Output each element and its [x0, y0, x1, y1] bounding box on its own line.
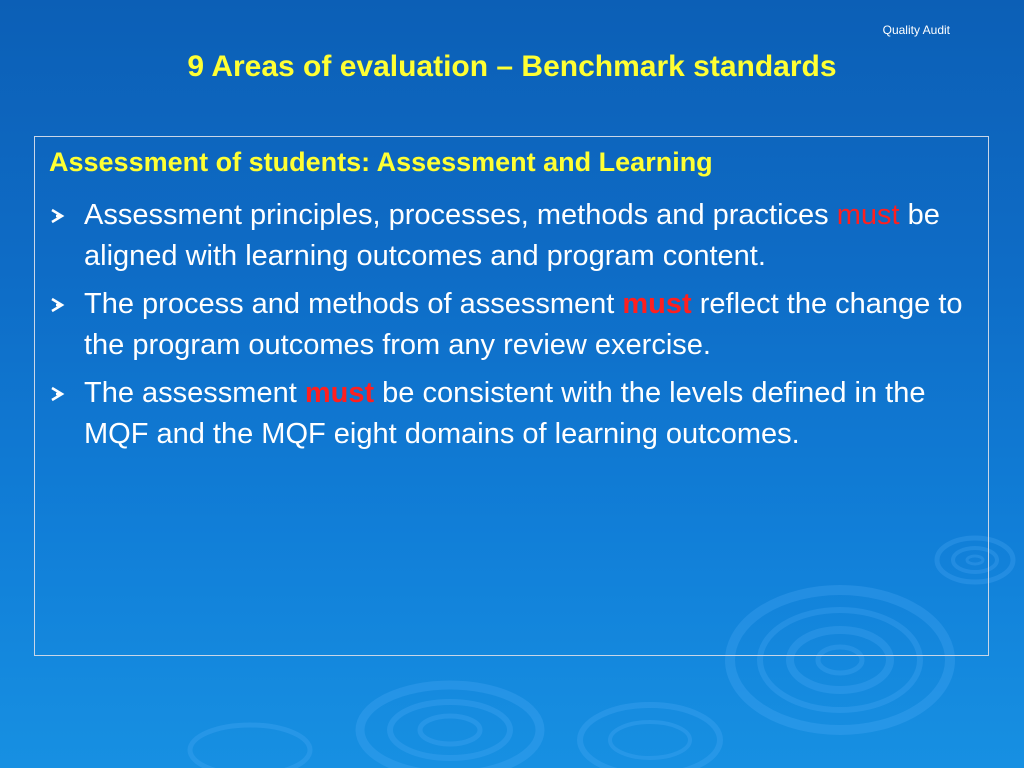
- bullet-text: be aligned with learning outcomes and program content.: [84, 199, 940, 272]
- bullet-item: [49, 284, 979, 366]
- emphasis-must: must: [836, 199, 900, 231]
- bullet-list: [49, 195, 979, 462]
- emphasis-must: must: [304, 377, 375, 409]
- header-label: Quality Audit: [882, 23, 950, 37]
- arrow-bullet-icon: [49, 373, 67, 414]
- bullet-text: reflect the change to the program outcomes from any review exercise.: [84, 288, 963, 361]
- bullet-text: Assessment principles, processes, methods and practices: [84, 199, 837, 231]
- arrow-bullet-icon: [49, 284, 67, 325]
- content-box: [34, 136, 989, 656]
- section-heading: Assessment of students: Assessment and Learning: [49, 147, 713, 177]
- arrow-bullet-icon: [49, 195, 67, 236]
- bullet-text: The assessment: [84, 377, 305, 409]
- emphasis-must: must: [622, 288, 692, 320]
- bullet-item: [49, 373, 979, 455]
- slide-title: 9 Areas of evaluation – Benchmark standards: [187, 50, 837, 83]
- bullet-item: [49, 195, 979, 277]
- bullet-text: The process and methods of assessment: [84, 288, 623, 320]
- bullet-text: be consistent with the levels defined in the MQF and the MQF eight domains of learning outcomes.: [84, 377, 926, 450]
